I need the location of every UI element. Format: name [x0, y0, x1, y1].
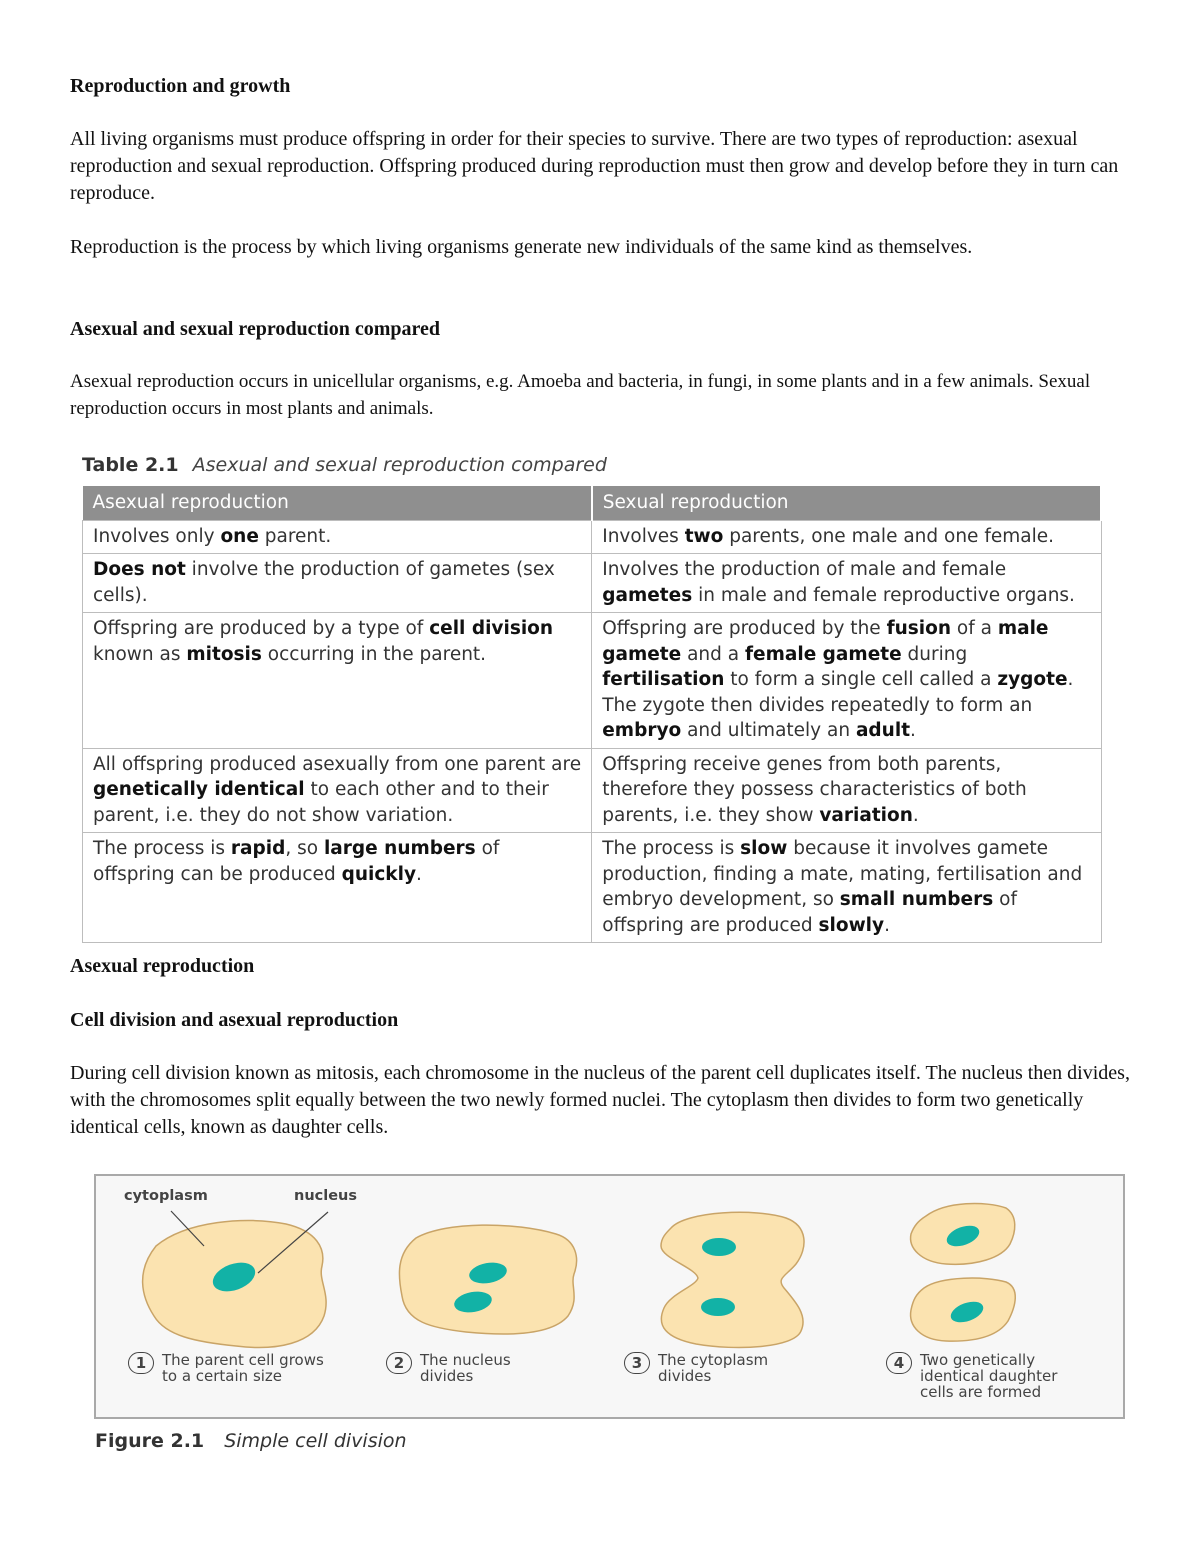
table-row	[83, 554, 1102, 613]
table-row	[83, 613, 1102, 749]
step-text: The parent cell grows to a certain size	[162, 1351, 324, 1385]
step-text: The cytoplasm divides	[658, 1351, 769, 1385]
table-row	[83, 833, 1102, 943]
section-heading: Asexual reproduction	[70, 955, 255, 977]
table-cell: Involves two parents, one male and one female.	[592, 520, 1101, 554]
pinching-cell	[661, 1212, 804, 1347]
table-cell: All offspring produced asexually from one parent are genetically identical to each other and to their parent, i.e. they do not show variation.	[83, 748, 592, 833]
definition-paragraph: Reproduction is the process by which living organisms generate new individuals of the same kind as themselves.	[70, 236, 973, 258]
table-caption-title: Asexual and sexual reproduction compared	[192, 454, 607, 476]
figure-caption-title: Simple cell division	[224, 1430, 407, 1452]
intro-paragraph: All living organisms must produce offspring in order for their species to survive. There are two types of reproduction: asexual reproduction and sexual reproduction. Offspring produced during reproduction must then grow and develop before they in turn can reproduce.	[70, 128, 1119, 204]
mitosis-paragraph: During cell division known as mitosis, each chromosome in the nucleus of the parent cell duplicates itself. The nucleus then divides, with the chromosomes split equally between the two newly formed nuclei. The cytoplasm then divides to form two genetically identical cells, known as daughter cells.	[70, 1062, 1130, 1138]
step-number: 4	[886, 1352, 912, 1374]
step-number: 3	[624, 1352, 650, 1374]
table-header-cell: Sexual reproduction	[592, 486, 1101, 520]
table-caption	[82, 454, 607, 476]
table-header-cell: Asexual reproduction	[83, 486, 592, 520]
step-number: 1	[128, 1352, 154, 1374]
table-cell: Offspring are produced by a type of cell division known as mitosis occurring in the parent.	[83, 613, 592, 749]
table-cell: Does not involve the production of gametes (sex cells).	[83, 554, 592, 613]
lower-nucleus	[701, 1298, 735, 1316]
step-3	[624, 1352, 798, 1384]
step-number: 2	[386, 1352, 412, 1374]
step-4	[886, 1352, 1095, 1400]
cytoplasm-label: cytoplasm	[124, 1188, 208, 1204]
table-row	[83, 748, 1102, 833]
step-2	[386, 1352, 540, 1384]
section-heading: Cell division and asexual reproduction	[70, 1009, 399, 1031]
figure-caption-number: Figure 2.1	[95, 1430, 205, 1452]
table-cell: The process is rapid, so large numbers of offspring can be produced quickly.	[83, 833, 592, 943]
table-header-row	[83, 486, 1102, 520]
cell-division-figure	[94, 1174, 1125, 1419]
table-cell: Offspring receive genes from both parents, therefore they possess characteristics of both parents, i.e. they show variation.	[592, 748, 1101, 833]
table-body	[83, 520, 1102, 943]
comparison-paragraph: Asexual reproduction occurs in unicellular organisms, e.g. Amoeba and bacteria, in fungi, in some plants and in a few animals. Sexual reproduction occurs in most plants and animals.	[70, 371, 1091, 419]
step-1	[128, 1352, 332, 1384]
table-row	[83, 520, 1102, 554]
figure-caption	[95, 1430, 407, 1452]
table-cell: The process is slow because it involves gamete production, finding a mate, mating, fertilisation and embryo development, so small numbers of offspring are produced slowly.	[592, 833, 1101, 943]
table-cell: Offspring are produced by the fusion of a male gamete and a female gamete during fertilisation to form a single cell called a zygote. The zygote then divides repeatedly to form an embryo and ultimately an adult.	[592, 613, 1101, 749]
comparison-table	[82, 486, 1102, 943]
step-text: Two genetically identical daughter cells are formed	[920, 1351, 1058, 1401]
table-caption-number: Table 2.1	[82, 454, 179, 476]
section-heading: Asexual and sexual reproduction compared	[70, 318, 441, 340]
section-heading: Reproduction and growth	[70, 75, 291, 97]
table-cell: Involves the production of male and female gametes in male and female reproductive organs.	[592, 554, 1101, 613]
upper-nucleus	[702, 1238, 736, 1256]
nucleus-label: nucleus	[294, 1188, 357, 1204]
step-text: The nucleus divides	[420, 1351, 511, 1385]
table-cell: Involves only one parent.	[83, 520, 592, 554]
